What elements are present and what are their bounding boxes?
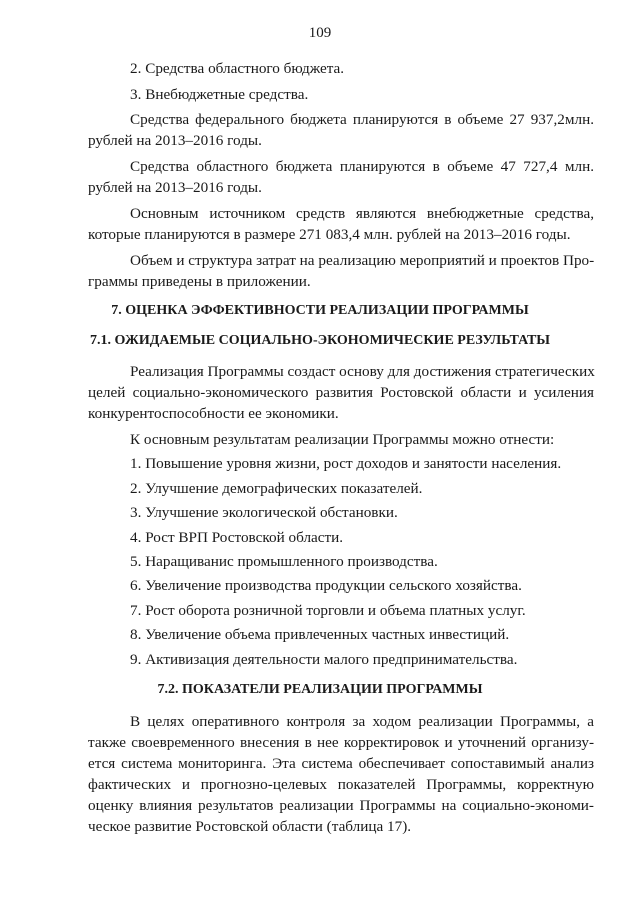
paragraph-line: Средства областного бюджета планируются в объеме 47 727,4 млн.	[130, 158, 594, 175]
paragraph-line: конкурентоспособности ее экономики.	[88, 405, 339, 422]
list-item: 2. Улучшение демографических показателей.	[130, 480, 423, 497]
page-number: 109	[308, 25, 332, 41]
list-item: 7. Рост оборота розничной торговли и объема платных услуг.	[130, 602, 526, 619]
paragraph-line: Основным источником средств являются внебюджетные средства,	[130, 205, 594, 222]
paragraph-line: которые планируются в размере 271 083,4 млн. рублей на 2013–2016 годы.	[88, 226, 571, 243]
paragraph-line: оценку влияния результатов реализации Программы на социально-экономи-	[88, 797, 594, 814]
paragraph-line: Средства федерального бюджета планируются в объеме 27 937,2млн.	[130, 111, 594, 128]
paragraph-line: В целях оперативного контроля за ходом реализации Программы, а	[130, 713, 594, 730]
list-item: 4. Рост ВРП Ростовской области.	[130, 529, 344, 546]
paragraph-line: рублей на 2013–2016 годы.	[88, 132, 262, 149]
list-item: 5. Наращиванис промышленного производства.	[130, 553, 438, 570]
paragraph-line: К основным результатам реализации Программы можно отнести:	[130, 431, 555, 448]
list-item: 1. Повышение уровня жизни, рост доходов и занятости населения.	[130, 455, 562, 472]
paragraph-line: ческое развитие Ростовской области (таблица 17).	[88, 818, 412, 835]
paragraph-line: ется система мониторинга. Эта система обеспечивает сопоставимый анализ	[88, 755, 594, 772]
section-heading: 7. ОЦЕНКА ЭФФЕКТИВНОСТИ РЕАЛИЗАЦИИ ПРОГРАММЫ	[111, 303, 529, 318]
paragraph-line: граммы приведены в приложении.	[88, 273, 311, 290]
paragraph-line: Объем и структура затрат на реализацию мероприятий и проектов Про-	[130, 252, 595, 269]
paragraph-line: фактических и прогнозно-целевых показателей Программы, корректную	[88, 776, 594, 793]
paragraph-line: также своевременного внесения в нее корректировок и уточнений организу-	[88, 734, 594, 751]
paragraph-line: целей социально-экономического развития Ростовской области и усиления	[88, 384, 594, 401]
subsection-heading: 7.2. ПОКАЗАТЕЛИ РЕАЛИЗАЦИИ ПРОГРАММЫ	[157, 682, 483, 697]
list-item: 8. Увеличение объема привлеченных частных инвестиций.	[130, 626, 510, 643]
list-item: 3. Внебюджетные средства.	[130, 86, 309, 103]
subsection-heading: 7.1. ОЖИДАЕМЫЕ СОЦИАЛЬНО-ЭКОНОМИЧЕСКИЕ РЕЗУЛЬТАТЫ	[89, 333, 551, 348]
list-item: 3. Улучшение экологической обстановки.	[130, 504, 398, 521]
paragraph-line: рублей на 2013–2016 годы.	[88, 179, 262, 196]
list-item: 6. Увеличение производства продукции сельского хозяйства.	[130, 577, 522, 594]
list-item: 9. Активизация деятельности малого предпринимательства.	[130, 651, 518, 668]
list-item: 2. Средства областного бюджета.	[130, 60, 345, 77]
paragraph-line: Реализация Программы создаст основу для достижения стратегических	[130, 363, 595, 380]
